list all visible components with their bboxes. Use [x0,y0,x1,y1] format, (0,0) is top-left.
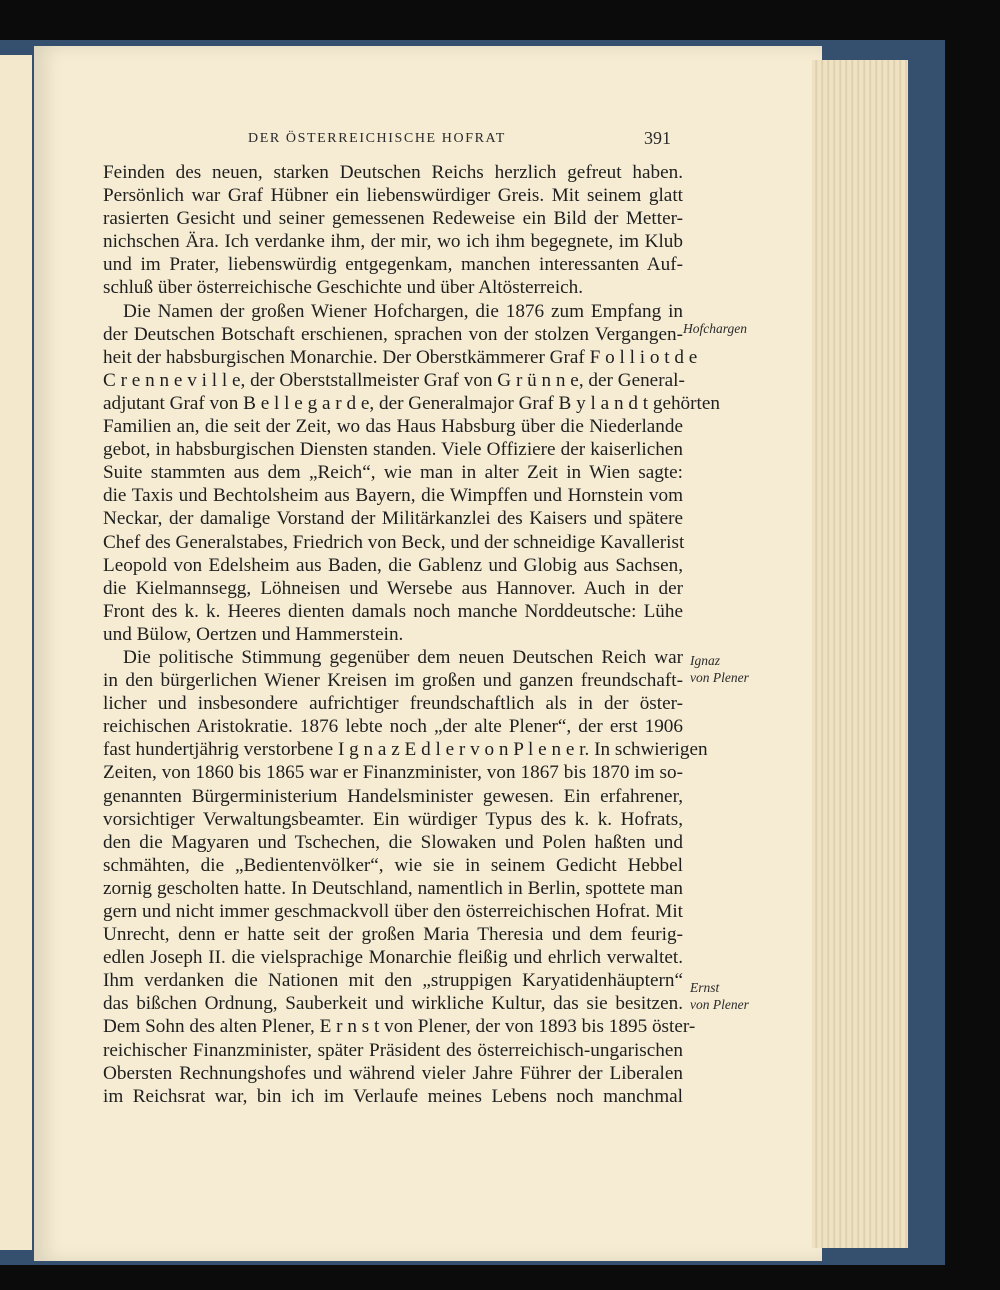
text-line: Persönlich war Graf Hübner ein liebenswürdiger Greis. Mit seinem glatt [103,185,683,207]
text-line: der Deutschen Botschaft erschienen, sprachen von der stolzen Vergangen- [103,323,683,345]
text-line: das bißchen Ordnung, Sauberkeit und wirkliche Kultur, das sie besitzen. [103,993,683,1015]
text-line: zornig gescholten hatte. In Deutschland, namentlich in Berlin, spottete man [103,877,683,899]
text-line: reichischer Finanzminister, später Präsident des österreichisch-ungarischen [103,1039,683,1061]
text-line: Neckar, der damalige Vorstand der Militärkanzlei des Kaisers und spätere [103,508,683,530]
text-line: edlen Joseph II. die vielsprachige Monarchie fleißig und ehrlich verwaltet. [103,947,683,969]
text-line: im Reichsrat war, bin ich im Verlaufe meines Lebens noch manchmal [103,1085,683,1107]
margin-note-ernst-von-plener [690,979,749,1013]
margin-note-hofchargen [683,320,747,337]
text-line: schluß über österreichische Geschichte und über Altösterreich. [103,277,584,299]
text-line: die Taxis und Bechtolsheim aus Bayern, die Wimpffen und Hornstein vom [103,485,683,507]
text-line: Die politische Stimmung gegenüber dem neuen Deutschen Reich war [123,646,683,668]
text-line: Front des k. k. Heeres dienten damals noch manche Norddeutsche: Lühe [103,600,683,622]
left-page-edge [0,55,32,1250]
text-line: reichischen Aristokratie. 1876 lebte noch „der alte Plener“, der erst 1906 [103,716,683,738]
margin-note-line: Hofchargen [683,321,747,336]
text-line: fast hundertjährig verstorbene I g n a z E d l e r v o n P l e n e r. In schwierigen [103,739,708,761]
margin-note-line: Ignaz [690,653,720,668]
text-line: Zeiten, von 1860 bis 1865 war er Finanzminister, von 1867 bis 1870 im so- [103,762,683,784]
text-line: gern und nicht immer geschmackvoll über den österreichischen Hofrat. Mit [103,901,683,922]
margin-note-line: Ernst [690,980,720,995]
text-line: adjutant Graf von B e l l e g a r d e, der Generalmajor Graf B y l a n d t gehörten [103,392,720,414]
text-line: schmähten, die „Bedientenvölker“, wie sie in seinem Gedicht Hebbel [103,854,683,876]
body-text [103,161,720,1108]
margin-note-line: von Plener [690,670,749,685]
text-line: licher und insbesondere aufrichtiger freundschaftlich als in der öster- [103,693,683,715]
text-line: Suite stammten aus dem „Reich“, wie man in alter Zeit in Wien sagte: [103,462,683,484]
page-number: 391 [644,128,671,148]
text-line: Dem Sohn des alten Plener, E r n s t von Plener, der von 1893 bis 1895 öster- [103,1016,696,1038]
paragraph [103,300,720,646]
text-line: Familien an, die seit der Zeit, wo das Haus Habsburg über die Niederlande [103,416,683,438]
text-line: vorsichtiger Verwaltungsbeamter. Ein würdiger Typus des k. k. Hofrats, [103,808,683,830]
text-line: Chef des Generalstabes, Friedrich von Beck, und der schneidige Kavallerist [103,531,685,553]
text-line: Die Namen der großen Wiener Hofchargen, die 1876 zum Empfang in [123,300,683,322]
text-line: die Kielmannsegg, Löhneisen und Wersebe aus Hannover. Auch in der [103,577,683,599]
text-line: Ihm verdanken die Nationen mit den „struppigen Karyatidenhäuptern“ [103,970,683,992]
text-line: gebot, in habsburgischen Diensten standen. Viele Offiziere der kaiserlichen [103,439,683,461]
text-line: und im Prater, liebenswürdig entgegenkam, manchen interessanten Auf- [103,254,683,276]
paragraph [103,646,708,1108]
text-line: nichschen Ära. Ich verdanke ihm, der mir, wo ich ihm begegnete, im Klub [103,231,683,253]
text-line: Unrecht, denn er hatte seit der großen Maria Theresia und dem feurig- [103,924,683,946]
running-head: DER ÖSTERREICHISCHE HOFRAT [248,131,506,146]
page-stack-edge [812,60,908,1248]
text-line: Leopold von Edelsheim aus Baden, die Gablenz und Globig aus Sachsen, [103,554,683,576]
text-line: in den bürgerlichen Wiener Kreisen im großen und ganzen freundschaft- [103,670,683,692]
paragraph [103,161,683,300]
text-line: C r e n n e v i l l e, der Oberststallmeister Graf von G r ü n n e, der General- [103,369,685,391]
text-line: Feinden des neuen, starken Deutschen Reichs herzlich gefreut haben. [103,162,683,183]
text-line: und Bülow, Oertzen und Hammerstein. [103,623,404,645]
text-line: den die Magyaren und Tschechen, die Slowaken und Polen haßten und [103,831,683,853]
text-line: Obersten Rechnungshofes und während vieler Jahre Führer der Liberalen [103,1062,683,1084]
text-line: heit der habsburgischen Monarchie. Der Oberstkämmerer Graf F o l l i o t d e [103,346,698,368]
margin-note-line: von Plener [690,997,749,1012]
text-line: genannten Bürgerministerium Handelsminister gewesen. Ein erfahrener, [103,785,683,807]
text-line: rasierten Gesicht und seiner gemessenen Redeweise ein Bild der Metter- [103,208,683,230]
margin-note-ignaz-von-plener [690,652,749,686]
